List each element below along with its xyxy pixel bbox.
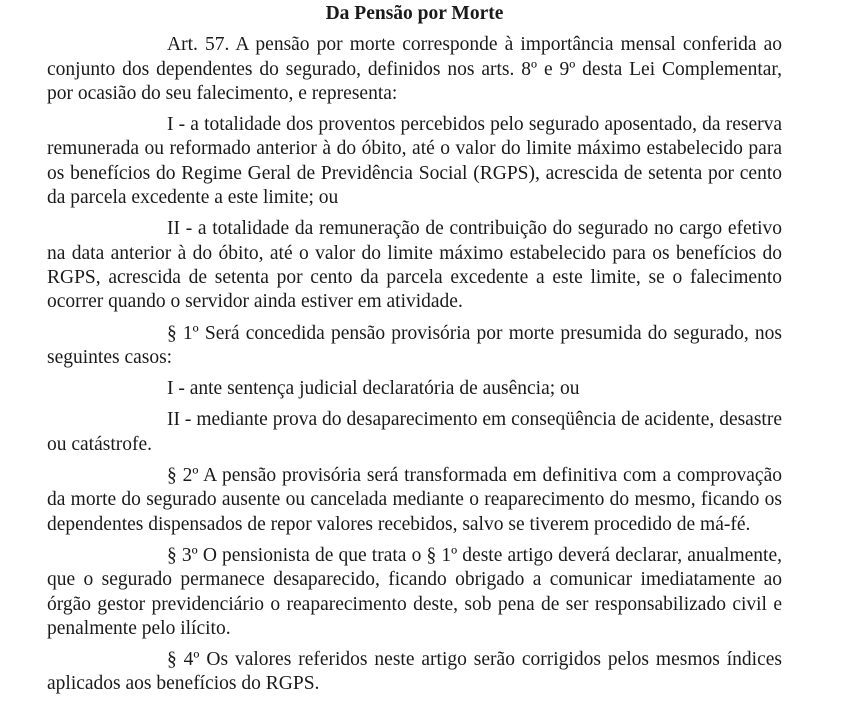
article-57-item-i: I - a totalidade dos proventos percebidos pelo segurado aposentado, da reserva remunerada ou reformado anterior à do óbito, até o valor do limite máximo estabelecido para os benefícios do Regime Geral de Previdência Social (RGPS), acrescida de setenta por cento da parcela excedente a este limite; ou <box>47 114 782 209</box>
article-57-caput: Art. 57. A pensão por morte corresponde à importância mensal conferida ao conjunto dos dependentes do segurado, definidos nos arts. 8º e 9º desta Lei Complementar, por ocasião do seu falecimento, e representa: <box>47 34 782 104</box>
article-57-item-ii: II - a totalidade da remuneração de contribuição do segurado no cargo efetivo na data anterior à do óbito, até o valor do limite máximo estabelecido para os benefícios do RGPS, acrescida de setenta por cento da parcela excedente a este limite, se o falecimento ocorrer quando o servidor ainda estiver em atividade. <box>47 218 782 313</box>
paragraph-1-item-ii: II - mediante prova do desaparecimento em conseqüência de acidente, desastre ou catástrofe. <box>47 409 782 455</box>
paragraph-4: § 4º Os valores referidos neste artigo serão corrigidos pelos mesmos índices aplicados aos benefícios do RGPS. <box>47 649 782 695</box>
paragraph-3: § 3º O pensionista de que trata o § 1º deste artigo deverá declarar, anualmente, que o segurado permanece desaparecido, ficando obrigado a comunicar imediatamente ao órgão gestor previdenciário o reaparecimento deste, sob pena de ser responsabilizado civil e penalmente pelo ilícito. <box>47 544 782 639</box>
paragraph-1: § 1º Será concedida pensão provisória por morte presumida do segurado, nos seguintes casos: <box>47 322 782 368</box>
section-title: Da Pensão por Morte <box>325 3 504 24</box>
paragraph-2: § 2º A pensão provisória será transformada em definitiva com a comprovação da morte do segurado ausente ou cancelada mediante o reaparecimento do mesmo, ficando os dependentes dispensados de repor valores recebidos, salvo se tiverem procedido de má-fé. <box>47 465 782 535</box>
document-page <box>47 2 782 704</box>
paragraph-1-item-i: I - ante sentença judicial declaratória de ausência; ou <box>167 378 580 400</box>
